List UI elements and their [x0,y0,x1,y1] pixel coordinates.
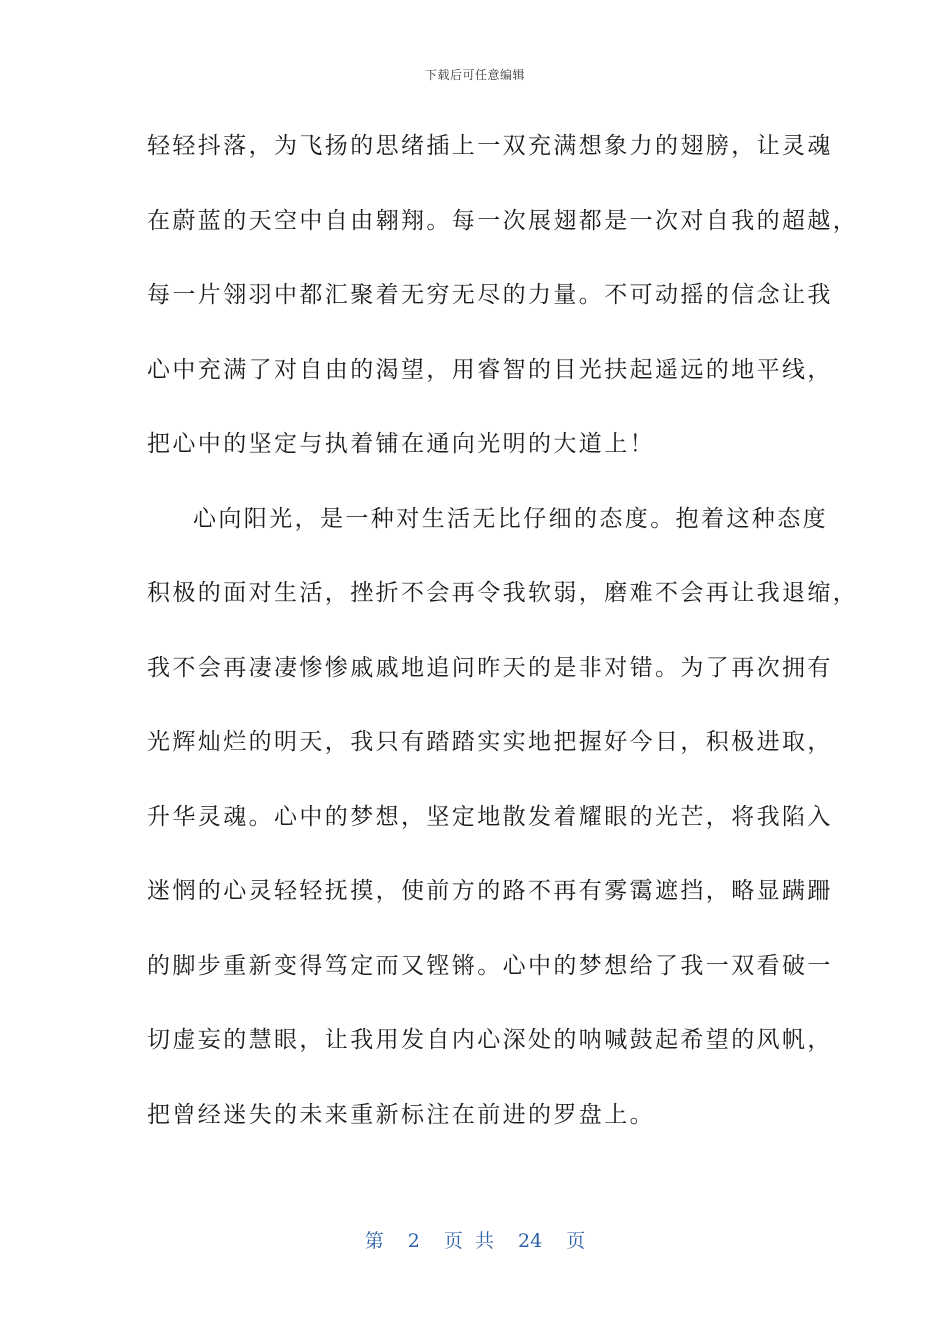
text-line: 的脚步重新变得笃定而又铿锵。心中的梦想给了我一双看破一 [147,952,833,979]
text-line: 升华灵魂。心中的梦想，坚定地散发着耀眼的光芒，将我陷入 [147,803,833,830]
text-line: 切虚妄的慧眼，让我用发自内心深处的呐喊鼓起希望的风帆， [147,1027,833,1053]
page-footer [0,1226,950,1253]
paragraph-1 [147,122,859,495]
footer-middle: 页 共 [443,1230,494,1252]
text-line: 把曾经迷失的未来重新标注在前进的罗盘上。 [147,1101,655,1128]
footer-prefix: 第 [364,1230,384,1252]
total-pages: 24 [518,1230,543,1252]
text-line: 心中充满了对自由的渴望，用睿智的目光扶起遥远的地平线， [147,356,833,383]
text-line: 迷惘的心灵轻轻抚摸，使前方的路不再有雾霭遮挡，略显蹒跚 [147,878,833,904]
text-line: 把心中的坚定与执着铺在通向光明的大道上！ [147,431,655,457]
current-page-number: 2 [407,1230,420,1252]
text-line: 光辉灿烂的明天，我只有踏踏实实地把握好今日，积极进取， [147,729,833,755]
text-line: 轻轻抖落，为飞扬的思绪插上一双充满想象力的翅膀，让灵魂 [147,133,833,159]
text-line: 心向阳光，是一种对生活无比仔细的态度。抱着这种态度 [193,505,828,532]
page-header: 下载后可任意编辑 [424,68,525,82]
text-line: 在蔚蓝的天空中自由翱翔。每一次展翅都是一次对自我的超越， [147,207,859,234]
paragraph-2 [147,495,859,1166]
document-body [147,122,859,1165]
text-line: 每一片翎羽中都汇聚着无穷无尽的力量。不可动摇的信念让我 [147,282,833,308]
text-line: 积极的面对生活，挫折不会再令我软弱，磨难不会再让我退缩， [147,580,859,606]
footer-suffix: 页 [566,1230,586,1252]
text-line: 我不会再凄凄惨惨戚戚地追问昨天的是非对错。为了再次拥有 [147,654,833,681]
